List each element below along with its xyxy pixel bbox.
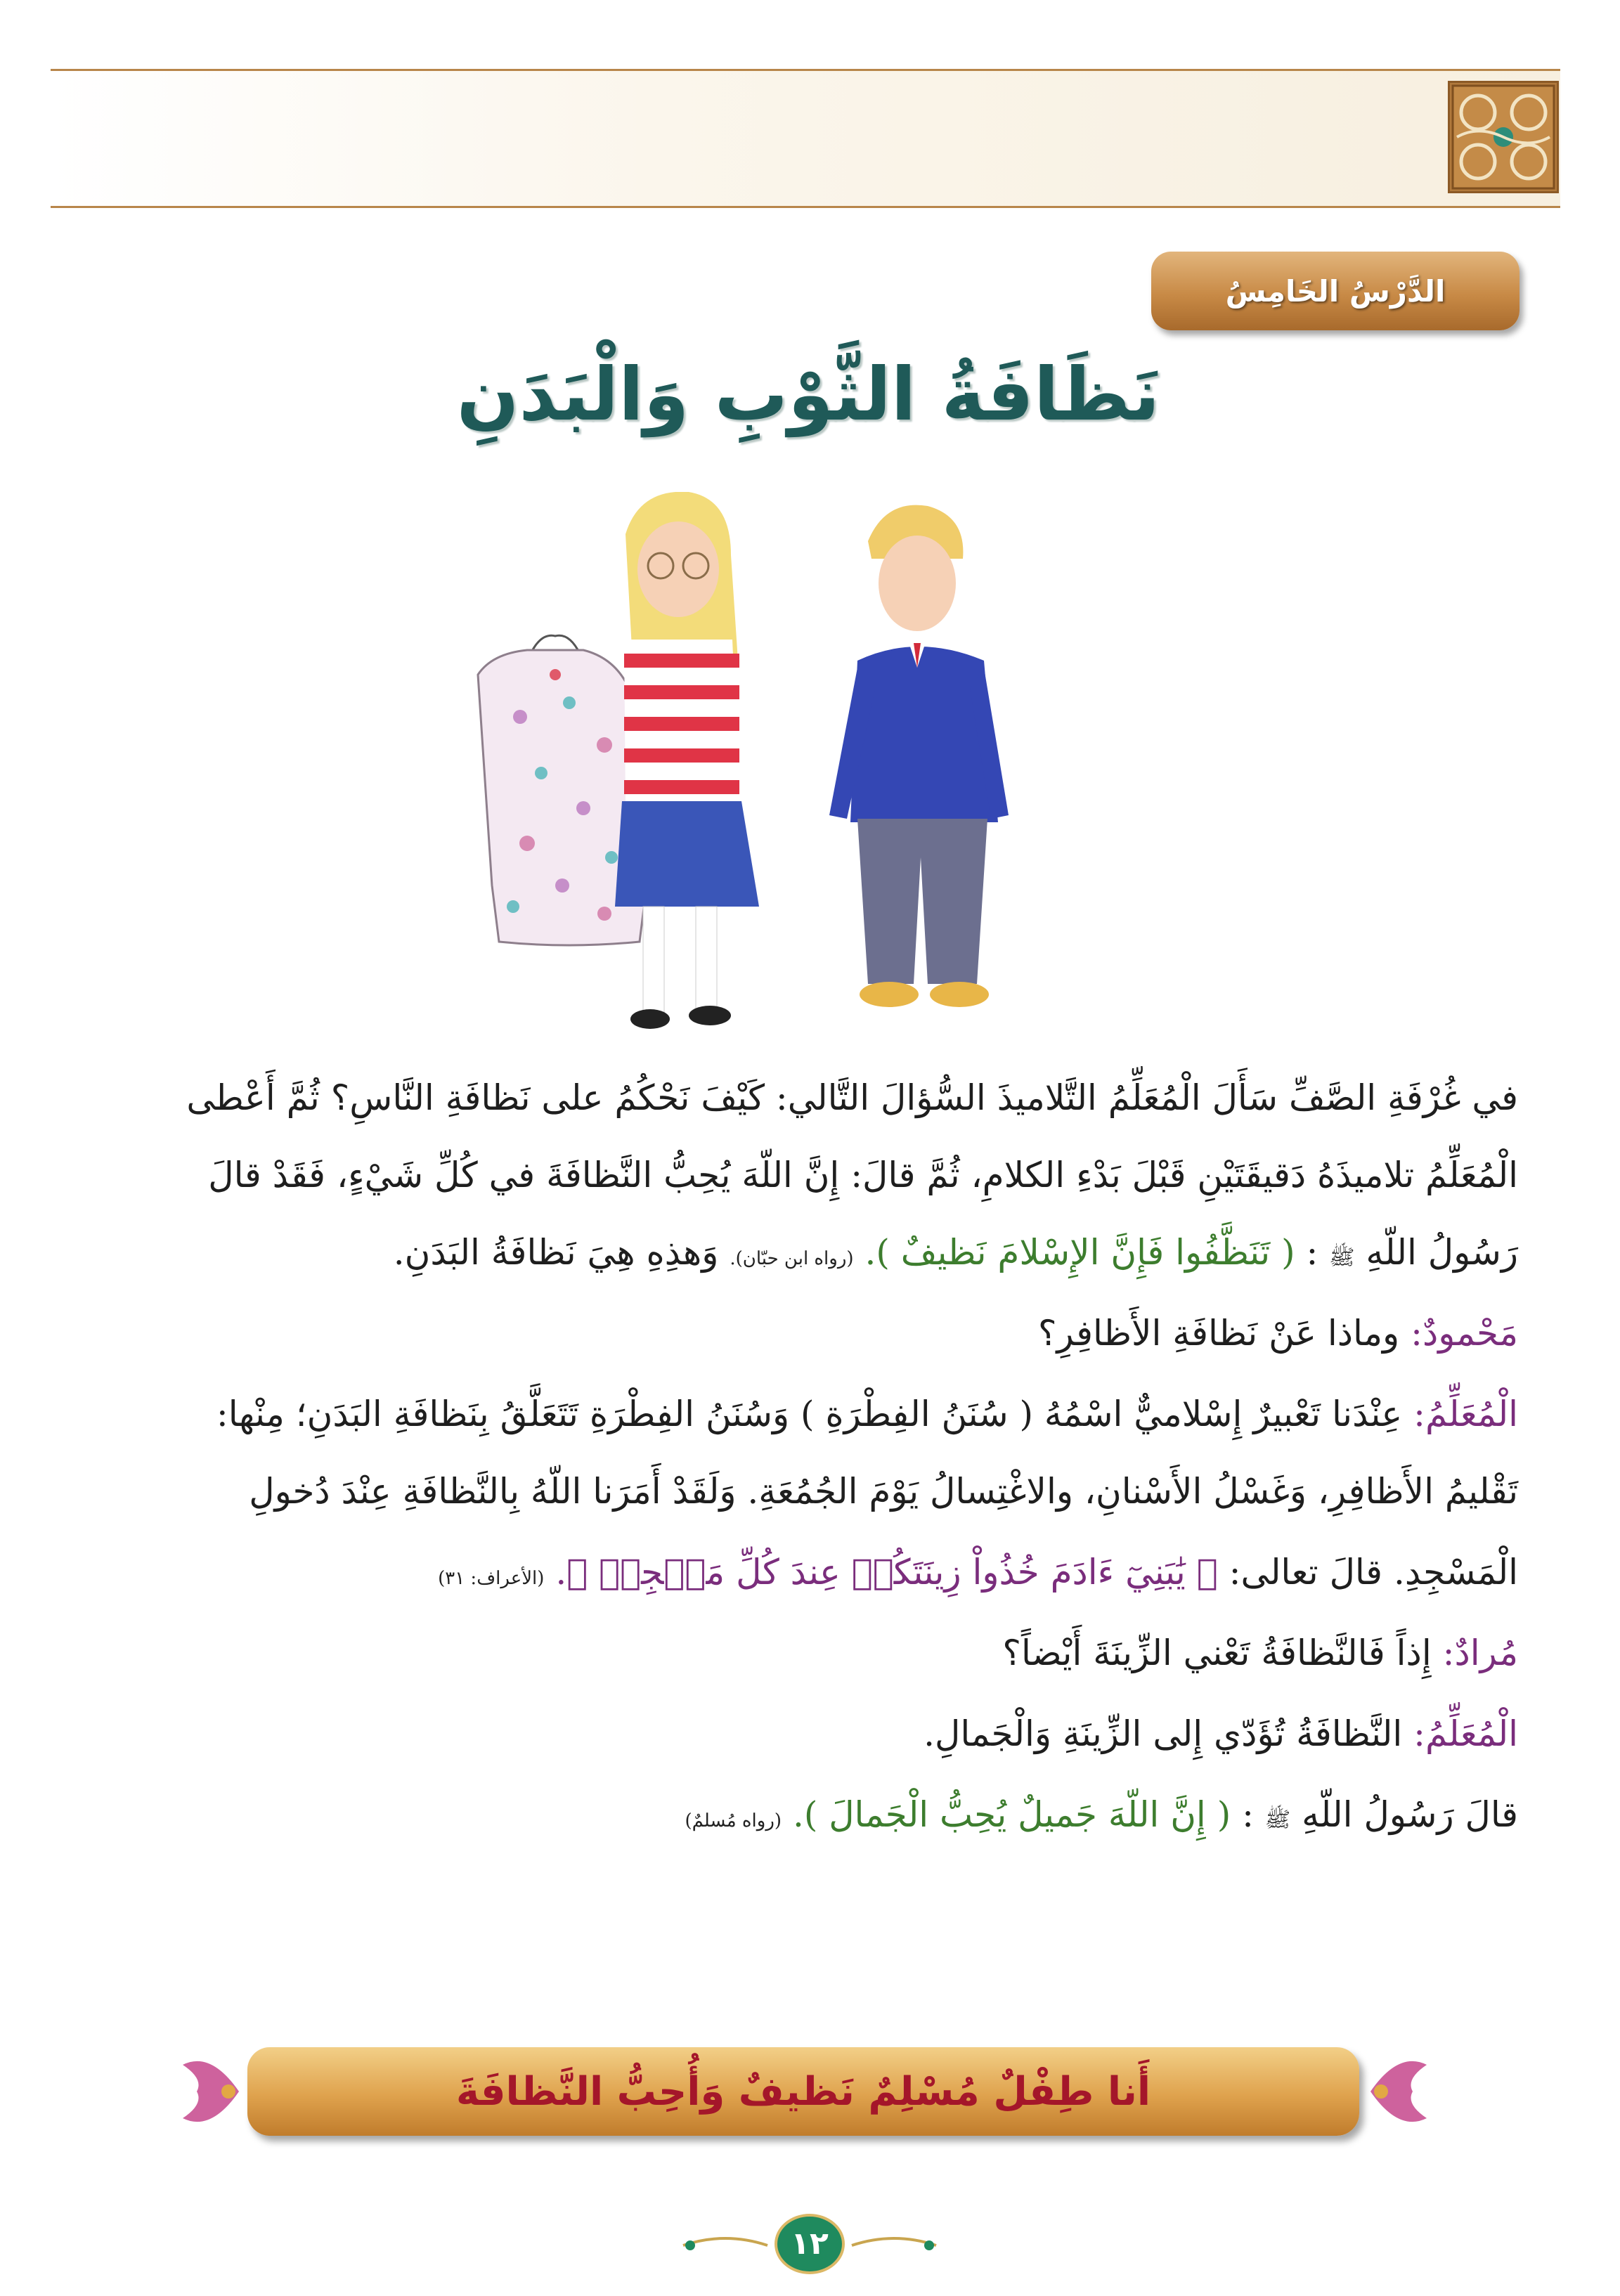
dialogue-line-teacher-3 — [77, 1550, 1518, 1601]
boy-figure — [829, 505, 1009, 1007]
paragraph-line-2: الْمُعَلِّمُ تلاميذَهُ دَقيقَتَيْنِ قَبْلَ بَدْءِ الكلامِ، ثُمَّ قالَ: إِنَّ اللّهَ يُحِبُّ النَّظافَةَ في كُلِّ شَيْءٍ، فَقَدْ قالَ — [208, 1155, 1518, 1195]
arabesque-ornament-icon — [1450, 83, 1557, 191]
hadith-line-beauty — [77, 1792, 1518, 1843]
answer-beauty: النَّظافَةُ تُؤَدّي إِلى الزِّينَةِ وَالْجَمالِ. — [924, 1713, 1403, 1754]
prophet-mention: رَسُولُ اللّهِ — [1366, 1232, 1518, 1273]
salawat-glyph: ﷺ — [1264, 1808, 1291, 1832]
paragraph-line-3 — [77, 1230, 1518, 1281]
dialogue-line-teacher-2: تَقْليمُ الأَظافِرِ، وَغَسْلُ الأَسْنانِ، والاغْتِسالُ يَوْمَ الجُمُعَةِ. وَلَقَدْ أَمَرَنا اللّهُ بِالنَّظافَةِ عِنْدَ دُخولِ — [249, 1471, 1518, 1512]
hadith-quote: ( تَنَظَّفُوا فَإِنَّ الإِسْلامَ نَظيفٌ ). — [864, 1232, 1295, 1273]
hadith-source: (رواه مُسلمٌ) — [685, 1810, 782, 1831]
page-number-footer — [669, 2214, 950, 2277]
colon: : — [1242, 1794, 1254, 1835]
hadith-source: (رواه ابن حبّان). — [730, 1248, 854, 1269]
mosque-verse-intro: الْمَسْجِدِ. قالَ تعالى: — [1229, 1552, 1518, 1593]
quran-verse: ﴿ يَٰبَنِيٓ ءَادَمَ خُذُواْ زِينَتَكُمۡ عِندَ كُلِّ مَسۡجِدٖ ﴾. — [555, 1552, 1218, 1593]
lesson-title: نَظَافَةُ الثَّوْبِ وَالْبَدَنِ — [456, 351, 1160, 437]
page-header-band — [51, 69, 1560, 208]
colon: : — [1306, 1232, 1318, 1273]
question-adornment: إِذاً فَالنَّظافَةُ تَعْني الزِّينَةَ أَيْضاً؟ — [1002, 1633, 1432, 1673]
salawat-glyph: ﷺ — [1329, 1245, 1355, 1270]
speaker-teacher: الْمُعَلِّمُ: — [1413, 1713, 1518, 1754]
speaker-murad: مُرادٌ: — [1442, 1633, 1518, 1673]
children-illustration — [464, 492, 1082, 1054]
motto-text: أَنا طِفْلٌ مُسْلِمٌ نَظيفٌ وَأُحِبُّ النَّظافَةَ — [455, 2068, 1151, 2115]
header-ornament-tile — [1448, 81, 1559, 193]
motto-banner — [247, 2047, 1359, 2136]
prophet-mention: قالَ رَسُولُ اللّهِ — [1302, 1794, 1518, 1835]
dialogue-line-teacher-1 — [77, 1392, 1518, 1436]
question-nails: وماذا عَنْ نَظافَةِ الأَظافِرِ؟ — [1037, 1313, 1400, 1354]
hadith-quote: ( إِنَّ اللّهَ جَميلٌ يُحِبُّ الْجَمالَ ). — [792, 1794, 1231, 1835]
speaker-mahmoud: مَحْمودٌ: — [1411, 1313, 1518, 1354]
verse-source: (الأعراف: ٣١) — [438, 1568, 545, 1589]
speaker-teacher: الْمُعَلِّمُ: — [1413, 1394, 1518, 1434]
dialogue-line-murad — [77, 1630, 1518, 1675]
right-ornament-icon — [1363, 2037, 1441, 2146]
lesson-label: الدَّرْسُ الخَامِسُ — [1225, 273, 1446, 309]
dialogue-line-teacher-4 — [77, 1711, 1518, 1756]
lesson-label-tab — [1151, 252, 1519, 330]
girl-figure — [615, 492, 759, 1029]
answer-fitrah: عِنْدَنا تَعْبيرٌ إِسْلاميٌّ اسْمُهُ ( سُنَنُ الفِطْرَةِ ) وَسُنَنُ الفِطْرَةِ تَتَعَلَّقُ بِنَظافَةِ البَدَنِ؛ مِنْها: — [216, 1394, 1403, 1434]
dialogue-line-mahmoud — [77, 1311, 1518, 1356]
left-ornament-icon — [169, 2037, 246, 2146]
body-cleanliness-note: وَهذِهِ هِيَ نَظافَةُ البَدَنِ. — [393, 1232, 719, 1273]
page-number: ١٢ — [775, 2214, 845, 2274]
paragraph-line-1: في غُرْفَةِ الصَّفِّ سَأَلَ الْمُعَلِّمُ التَّلاميذَ السُّؤالَ التَّالي: كَيْفَ نَحْكُمُ على نَظافَةِ النَّاسِ؟ ثُمَّ أَعْطى — [186, 1077, 1518, 1118]
